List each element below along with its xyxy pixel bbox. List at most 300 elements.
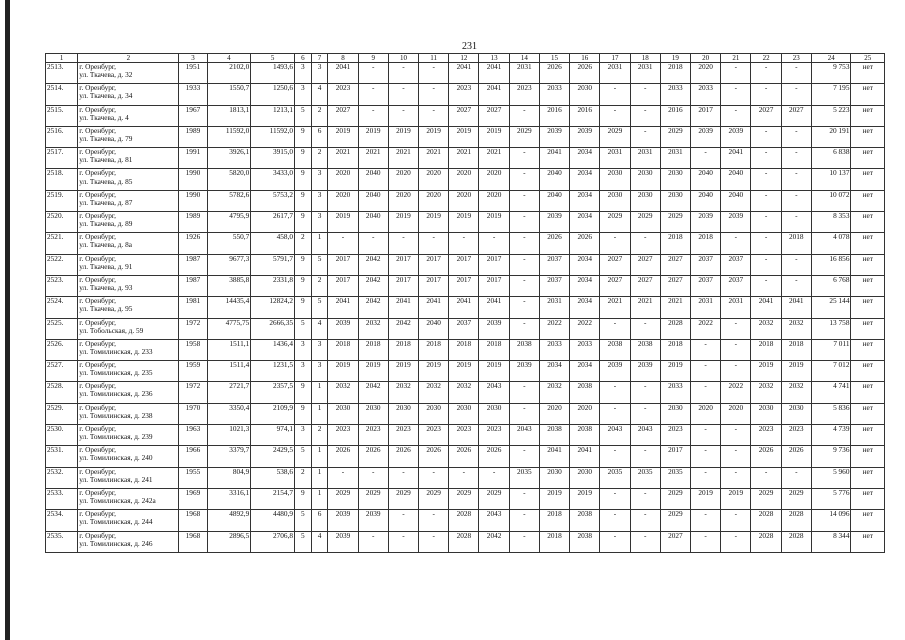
table-cell: 2042 — [388, 318, 418, 339]
table-cell: 2018 — [660, 339, 690, 360]
area-cell: 2666,35 — [251, 318, 295, 339]
table-cell: 2020 — [388, 169, 418, 190]
table-cell: 9 — [295, 275, 312, 296]
table-cell: нет — [851, 169, 885, 190]
table-cell: 2032 — [751, 318, 781, 339]
cost-cell: 7 011 — [811, 339, 851, 360]
table-cell: 2041 — [570, 446, 600, 467]
table-cell: 2020 — [419, 190, 449, 211]
table-cell: - — [388, 467, 418, 488]
table-cell: - — [630, 510, 660, 531]
table-cell: 2041 — [449, 63, 479, 84]
table-cell: - — [600, 382, 630, 403]
table-cell: 2019 — [751, 361, 781, 382]
table-cell: - — [509, 318, 539, 339]
table-cell: 2034 — [570, 169, 600, 190]
table-cell: 1990 — [179, 190, 207, 211]
table-cell: 2022 — [691, 318, 721, 339]
table-cell: 9 — [295, 126, 312, 147]
table-cell: 2034 — [570, 254, 600, 275]
cost-cell: 25 144 — [811, 297, 851, 318]
table-cell: 2039 — [539, 126, 569, 147]
table-cell: - — [630, 403, 660, 424]
table-cell: 2 — [295, 233, 312, 254]
row-number: 2535. — [46, 531, 78, 552]
table-cell: 1955 — [179, 467, 207, 488]
table-cell: 2019 — [449, 361, 479, 382]
table-cell: 3 — [295, 361, 312, 382]
address-cell: г. Оренбург, ул. Тобольская, д. 59 — [78, 318, 179, 339]
cost-cell: 20 191 — [811, 126, 851, 147]
area-cell: 4795,9 — [207, 212, 251, 233]
table-cell: 2038 — [630, 339, 660, 360]
table-cell: 2026 — [539, 63, 569, 84]
cost-cell: 4 078 — [811, 233, 851, 254]
table-cell: 2039 — [721, 126, 751, 147]
table-cell: 2023 — [781, 425, 811, 446]
table-cell: 2019 — [328, 212, 358, 233]
table-cell: 2029 — [660, 510, 690, 531]
table-cell: 2019 — [328, 126, 358, 147]
table-cell: 2027 — [449, 105, 479, 126]
table-cell: 2017 — [328, 275, 358, 296]
table-cell: - — [721, 318, 751, 339]
table-cell: 2017 — [660, 446, 690, 467]
table-cell: 1958 — [179, 339, 207, 360]
table-cell: 2033 — [539, 84, 569, 105]
table-row — [46, 446, 885, 467]
area-cell: 804,9 — [207, 467, 251, 488]
table-cell: 2021 — [419, 148, 449, 169]
table-cell: 2021 — [630, 297, 660, 318]
table-cell: 2027 — [630, 254, 660, 275]
table-cell: - — [358, 467, 388, 488]
table-cell: 2026 — [570, 233, 600, 254]
cost-cell: 5 223 — [811, 105, 851, 126]
table-cell: 2017 — [479, 254, 509, 275]
table-cell: 2018 — [449, 339, 479, 360]
area-cell: 3885,8 — [207, 275, 251, 296]
table-cell: 2019 — [419, 361, 449, 382]
table-cell: 2026 — [751, 446, 781, 467]
table-cell: - — [509, 510, 539, 531]
table-cell: нет — [851, 126, 885, 147]
address-cell: г. Оренбург, ул. Томилинская, д. 240 — [78, 446, 179, 467]
row-number: 2532. — [46, 467, 78, 488]
area-cell: 538,6 — [251, 467, 295, 488]
table-cell: 2028 — [751, 531, 781, 552]
table-cell: 2030 — [570, 84, 600, 105]
address-cell: г. Оренбург, ул. Ткачева, д. 79 — [78, 126, 179, 147]
area-cell: 458,0 — [251, 233, 295, 254]
table-cell: 2034 — [539, 361, 569, 382]
table-cell: 2017 — [419, 275, 449, 296]
table-cell: 1989 — [179, 212, 207, 233]
table-cell: 2029 — [660, 126, 690, 147]
table-row — [46, 84, 885, 105]
table-cell: 2037 — [539, 254, 569, 275]
table-cell: 2029 — [660, 212, 690, 233]
table-cell: 2031 — [630, 148, 660, 169]
table-cell: нет — [851, 488, 885, 509]
table-cell: 2023 — [449, 425, 479, 446]
table-cell: 2032 — [539, 382, 569, 403]
table-cell: 2023 — [419, 425, 449, 446]
column-number: 20 — [691, 54, 721, 63]
table-cell: 2020 — [419, 169, 449, 190]
table-cell: 3 — [295, 63, 312, 84]
address-cell: г. Оренбург, ул. Томилинская, д. 233 — [78, 339, 179, 360]
table-cell: - — [449, 233, 479, 254]
area-cell: 2331,8 — [251, 275, 295, 296]
table-cell: - — [751, 148, 781, 169]
table-cell: - — [509, 275, 539, 296]
cost-cell: 10 072 — [811, 190, 851, 211]
area-cell: 12824,2 — [251, 297, 295, 318]
table-cell: 2028 — [781, 531, 811, 552]
table-cell: 2030 — [449, 403, 479, 424]
column-number: 11 — [419, 54, 449, 63]
table-cell: - — [691, 425, 721, 446]
table-cell: 2027 — [781, 105, 811, 126]
table-cell: - — [721, 531, 751, 552]
table-cell: 2030 — [479, 403, 509, 424]
table-cell: 2017 — [388, 254, 418, 275]
table-cell: 2026 — [570, 63, 600, 84]
area-cell: 2109,9 — [251, 403, 295, 424]
table-cell: нет — [851, 297, 885, 318]
table-cell: 2041 — [479, 297, 509, 318]
column-number: 2 — [78, 54, 179, 63]
cost-cell: 4 741 — [811, 382, 851, 403]
column-number: 12 — [449, 54, 479, 63]
table-cell: 2032 — [388, 382, 418, 403]
table-cell: 2021 — [660, 297, 690, 318]
table-row — [46, 169, 885, 190]
table-cell: 1 — [311, 233, 328, 254]
table-cell: 2019 — [419, 212, 449, 233]
table-cell: 2029 — [630, 212, 660, 233]
table-cell: 2039 — [509, 361, 539, 382]
table-cell: 2023 — [358, 425, 388, 446]
table-cell: - — [721, 446, 751, 467]
area-cell: 550,7 — [207, 233, 251, 254]
table-row — [46, 275, 885, 296]
table-cell: 2041 — [721, 148, 751, 169]
area-cell: 5753,2 — [251, 190, 295, 211]
table-cell: 2042 — [358, 275, 388, 296]
table-cell: - — [600, 531, 630, 552]
cost-cell: 14 096 — [811, 510, 851, 531]
table-cell: 2021 — [449, 148, 479, 169]
table-cell: 2038 — [539, 425, 569, 446]
table-cell: - — [781, 169, 811, 190]
table-row — [46, 233, 885, 254]
table-cell: 2040 — [358, 169, 388, 190]
table-cell: 2016 — [570, 105, 600, 126]
table-cell: - — [751, 467, 781, 488]
table-cell: 2039 — [600, 361, 630, 382]
area-cell: 5820,0 — [207, 169, 251, 190]
table-cell: 2019 — [449, 126, 479, 147]
cost-cell: 6 838 — [811, 148, 851, 169]
table-cell: - — [721, 105, 751, 126]
table-cell: 2030 — [570, 467, 600, 488]
table-cell: 2017 — [419, 254, 449, 275]
table-cell: 2023 — [449, 84, 479, 105]
table-cell: 2039 — [328, 531, 358, 552]
area-cell: 1436,4 — [251, 339, 295, 360]
table-cell: 5 — [295, 531, 312, 552]
table-cell: 2039 — [328, 510, 358, 531]
housing-register-table — [45, 53, 885, 553]
table-cell: 2033 — [539, 339, 569, 360]
cost-cell: 16 856 — [811, 254, 851, 275]
table-cell: 2041 — [479, 63, 509, 84]
table-cell: 2021 — [479, 148, 509, 169]
table-cell: 1990 — [179, 169, 207, 190]
table-row — [46, 105, 885, 126]
table-cell: нет — [851, 446, 885, 467]
table-cell: 2018 — [660, 63, 690, 84]
table-row — [46, 403, 885, 424]
table-cell: 2040 — [358, 190, 388, 211]
table-cell: 2038 — [570, 382, 600, 403]
table-cell: 2031 — [509, 63, 539, 84]
table-cell: 2020 — [721, 403, 751, 424]
table-cell: 2042 — [358, 254, 388, 275]
column-number: 10 — [388, 54, 418, 63]
table-cell: - — [600, 233, 630, 254]
table-cell: нет — [851, 531, 885, 552]
cost-cell: 8 353 — [811, 212, 851, 233]
table-cell: 2021 — [328, 148, 358, 169]
table-cell: 2030 — [630, 190, 660, 211]
table-cell: - — [419, 510, 449, 531]
column-number: 15 — [539, 54, 569, 63]
address-cell: г. Оренбург, ул. Ткачева, д. 81 — [78, 148, 179, 169]
table-cell: 1987 — [179, 275, 207, 296]
table-cell: 1966 — [179, 446, 207, 467]
row-number: 2519. — [46, 190, 78, 211]
table-cell: 9 — [295, 403, 312, 424]
table-cell: 3 — [311, 212, 328, 233]
table-cell: нет — [851, 425, 885, 446]
table-cell: 2032 — [419, 382, 449, 403]
area-cell: 1511,4 — [207, 361, 251, 382]
table-cell: 1 — [311, 446, 328, 467]
column-number: 1 — [46, 54, 78, 63]
table-cell: 2029 — [388, 488, 418, 509]
table-cell: 2027 — [630, 275, 660, 296]
table-cell: 2029 — [358, 488, 388, 509]
table-cell: 2029 — [419, 488, 449, 509]
cost-cell: 7 012 — [811, 361, 851, 382]
table-cell: - — [721, 467, 751, 488]
table-cell: 2039 — [539, 212, 569, 233]
table-cell: 2035 — [660, 467, 690, 488]
table-cell: - — [721, 510, 751, 531]
area-cell: 1511,1 — [207, 339, 251, 360]
row-number: 2514. — [46, 84, 78, 105]
table-cell: 2037 — [539, 275, 569, 296]
table-cell: 2033 — [691, 84, 721, 105]
row-number: 2522. — [46, 254, 78, 275]
table-cell: 1 — [311, 467, 328, 488]
table-cell: 1959 — [179, 361, 207, 382]
table-cell: 2019 — [388, 361, 418, 382]
table-cell: - — [509, 488, 539, 509]
row-number: 2513. — [46, 63, 78, 84]
table-cell: 1 — [311, 403, 328, 424]
table-cell: нет — [851, 190, 885, 211]
table-cell: - — [328, 467, 358, 488]
table-cell: - — [721, 339, 751, 360]
table-cell: 2033 — [660, 382, 690, 403]
table-cell: - — [388, 233, 418, 254]
table-cell: - — [630, 488, 660, 509]
table-cell: 1967 — [179, 105, 207, 126]
table-cell: - — [630, 382, 660, 403]
table-cell: 3 — [311, 361, 328, 382]
table-row — [46, 425, 885, 446]
area-cell: 4892,9 — [207, 510, 251, 531]
table-cell: 2 — [311, 105, 328, 126]
table-cell: 2031 — [600, 148, 630, 169]
table-cell: 2043 — [600, 425, 630, 446]
table-cell: 2032 — [328, 382, 358, 403]
table-cell: 1970 — [179, 403, 207, 424]
area-cell: 2706,8 — [251, 531, 295, 552]
table-cell: 2039 — [691, 212, 721, 233]
cost-cell: 13 758 — [811, 318, 851, 339]
row-number: 2528. — [46, 382, 78, 403]
table-cell: 2020 — [479, 169, 509, 190]
table-cell: 2020 — [691, 63, 721, 84]
column-number: 9 — [358, 54, 388, 63]
table-cell: 2032 — [781, 382, 811, 403]
column-number: 23 — [781, 54, 811, 63]
table-cell: 2043 — [479, 382, 509, 403]
table-cell: - — [419, 233, 449, 254]
table-cell: 2029 — [781, 488, 811, 509]
table-cell: - — [509, 403, 539, 424]
row-number: 2524. — [46, 297, 78, 318]
table-cell: 2040 — [691, 190, 721, 211]
table-cell: - — [781, 275, 811, 296]
table-cell: 2029 — [479, 488, 509, 509]
table-cell: - — [781, 190, 811, 211]
table-cell: нет — [851, 382, 885, 403]
table-cell: 2027 — [751, 105, 781, 126]
table-cell: 2019 — [358, 126, 388, 147]
column-number: 5 — [251, 54, 295, 63]
column-number: 7 — [311, 54, 328, 63]
table-cell: 5 — [311, 297, 328, 318]
table-cell: 2020 — [449, 190, 479, 211]
table-cell: 2032 — [449, 382, 479, 403]
table-cell: нет — [851, 84, 885, 105]
column-number: 3 — [179, 54, 207, 63]
table-cell: - — [721, 63, 751, 84]
row-number: 2517. — [46, 148, 78, 169]
row-number: 2530. — [46, 425, 78, 446]
table-cell: 6 — [311, 510, 328, 531]
table-cell: 2034 — [570, 361, 600, 382]
table-cell: - — [781, 84, 811, 105]
column-number: 18 — [630, 54, 660, 63]
area-cell: 3379,7 — [207, 446, 251, 467]
table-cell: - — [509, 297, 539, 318]
row-number: 2525. — [46, 318, 78, 339]
table-cell: 2038 — [600, 339, 630, 360]
address-cell: г. Оренбург, ул. Томилинская, д. 244 — [78, 510, 179, 531]
area-cell: 4775,75 — [207, 318, 251, 339]
table-cell: 2019 — [388, 126, 418, 147]
table-cell: 2020 — [449, 169, 479, 190]
table-cell: нет — [851, 467, 885, 488]
table-row — [46, 318, 885, 339]
table-cell: 2022 — [539, 318, 569, 339]
table-cell: - — [600, 318, 630, 339]
table-cell: 2039 — [721, 212, 751, 233]
table-cell: 5 — [295, 446, 312, 467]
table-cell: 2029 — [751, 488, 781, 509]
table-row — [46, 63, 885, 84]
table-cell: - — [751, 63, 781, 84]
table-cell: 2027 — [479, 105, 509, 126]
area-cell: 9677,3 — [207, 254, 251, 275]
cost-cell: 8 344 — [811, 531, 851, 552]
table-cell: - — [751, 169, 781, 190]
table-cell: - — [691, 446, 721, 467]
table-cell: 2017 — [388, 275, 418, 296]
table-cell: 2041 — [751, 297, 781, 318]
area-cell: 1813,1 — [207, 105, 251, 126]
column-number: 24 — [811, 54, 851, 63]
table-cell: 2 — [311, 275, 328, 296]
address-cell: г. Оренбург, ул. Ткачева, д. 89 — [78, 212, 179, 233]
area-cell: 1021,3 — [207, 425, 251, 446]
table-cell: 2027 — [660, 254, 690, 275]
row-number: 2518. — [46, 169, 78, 190]
table-cell: 2038 — [570, 531, 600, 552]
row-number: 2516. — [46, 126, 78, 147]
table-cell: 2030 — [751, 403, 781, 424]
table-cell: 2037 — [691, 275, 721, 296]
table-cell: 2043 — [630, 425, 660, 446]
row-number: 2527. — [46, 361, 78, 382]
table-cell: 3 — [311, 339, 328, 360]
table-cell: 2018 — [539, 531, 569, 552]
table-cell: - — [751, 233, 781, 254]
table-cell: 2028 — [449, 531, 479, 552]
area-cell: 1213,1 — [251, 105, 295, 126]
table-cell: - — [419, 105, 449, 126]
table-cell: - — [751, 275, 781, 296]
table-cell: 1963 — [179, 425, 207, 446]
table-cell: 2035 — [600, 467, 630, 488]
area-cell: 14435,4 — [207, 297, 251, 318]
table-cell: - — [630, 126, 660, 147]
table-cell: - — [721, 233, 751, 254]
table-cell: - — [691, 467, 721, 488]
table-cell: 2039 — [358, 510, 388, 531]
table-cell: 2042 — [358, 297, 388, 318]
table-cell: 2017 — [449, 254, 479, 275]
row-number: 2521. — [46, 233, 78, 254]
table-cell: 2041 — [328, 297, 358, 318]
